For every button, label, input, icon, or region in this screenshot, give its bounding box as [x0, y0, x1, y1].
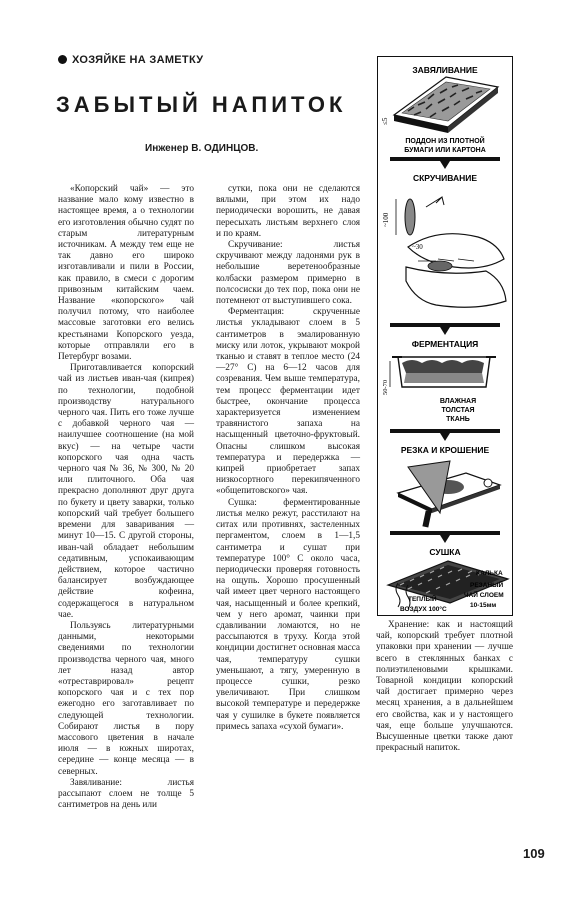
stage-title-fermentation: ФЕРМЕНТАЦИЯ	[411, 339, 479, 349]
stage-title-cutting: РЕЗКА И КРОШЕНИЕ	[400, 445, 490, 455]
cut-tea-caption-line1: РЕЗАНЫЙ	[470, 582, 504, 589]
arrow-down-icon	[390, 531, 500, 543]
cloth-caption-line1: ВЛАЖНАЯ	[439, 398, 477, 405]
rubric-text: ХОЗЯЙКЕ НА ЗАМЕТКУ	[72, 54, 204, 66]
layer-size-caption: 10-15мм	[470, 602, 497, 609]
article-title: ЗАБЫТЫЙ НАПИТОК	[56, 92, 347, 117]
text-column-2	[216, 184, 360, 733]
paper-tray-image	[394, 77, 498, 133]
paragraph: Приготавливается копорский чай из листьев иван-чая (кипрея) по технологии, подобной производству натурального черного чая. Пить его тоже лучше с добавкой черного чая — наилучшее соотношение (на мой вкус) — на четыре части копорского чая одна часть черного чая № 36, № 300, № 20 или плиточного. Оба чая прекрасно дополняют друг друга по букету и цвету заварки, только копорский чай требует большего времени для заваривания — минут 10—15. С другой стороны, иван-чай обладает небольшим седативным, успокаивающим действием, которое частично балансирует возбуждающее действие кофеина, содержащегося в натуральном чае.	[58, 363, 194, 620]
roll-length-label: ~100	[382, 212, 390, 227]
cut-tea-caption-line2: ЧАЙ СЛОЕМ	[464, 592, 504, 599]
process-diagram	[378, 57, 512, 615]
text-column-1	[58, 184, 194, 811]
process-illustration	[377, 56, 513, 616]
roll-width-label: ~30	[412, 243, 423, 251]
cloth-caption-line3: ТКАНЬ	[446, 416, 470, 423]
arrow-down-icon	[390, 157, 500, 169]
stage-title-rolling: СКРУЧИВАНИЕ	[412, 173, 478, 183]
paragraph: сутки, пока они не сделаются вялыми, при этом их надо периодически ворошить, не давая пересыхать листьям верхнего слоя и по краям.	[216, 184, 360, 239]
tray-caption-line2: БУМАГИ ИЛИ КАРТОНА	[404, 147, 486, 154]
warm-air-caption-line1: ТЕПЛЫЙ	[408, 596, 437, 603]
text-column-3	[376, 620, 513, 754]
layer-thickness-label: ≤5	[381, 117, 389, 125]
fermentation-bowl-image	[390, 357, 496, 387]
parchment-caption: КАЛЬКА	[476, 570, 503, 577]
rolling-hands-image	[396, 197, 506, 307]
arrow-down-icon	[390, 323, 500, 335]
paragraph: Хранение: как и настоящий чай, копорский требует плотной упаковки при хранении — лучше всего в стеклянных банках с полиэтиленовыми крышками. Товарной кондиции копорский чай достигает примерно через месяц хранения, а в дальнейшем его свойства, как и у настоящего чая, еще больше улучшаются. Высушенные цветки также дают прекрасный напиток.	[376, 620, 513, 754]
bowl-depth-label: 50-70	[382, 379, 389, 395]
paragraph: Пользуясь литературными данными, некоторыми сведениями по технологии производства черного чая, много лет назад автор «отреставрировал» рецепт копорского чая и с тех пор ежегодно его заготавливает по следующей технологии. Собирают листья в пору массового цветения в начале июля — в южных широтах, середине — конце месяца — в северных.	[58, 620, 194, 777]
warm-air-caption-line2: ВОЗДУХ 100°С	[400, 606, 447, 613]
paragraph: Скручивание: листья скручивают между ладонями рук в небольшие веретенообразные колбаски размером примерно в полсосиски до тех пор, пока они не потемнеют от выступившего сока.	[216, 240, 360, 307]
paragraph: Завяливание: листья рассыпают слоем не толще 5 сантиметров на день или	[58, 777, 194, 811]
paragraph: Ферментация: скрученные листья укладывают слоем в 5 сантиметров в эмалированную миску или лоток, укрывают мокрой тканью и ставят в теплое место (24—27° С) на 6—12 часов для созревания. Чем выше температура, тем процесс ферментации идет быстрее, окончание процесса характеризуется изменением травянистого запаха на насыщенный цветочно-фруктовый. Опасны слишком высокая температура и передержка — кипрей приобретает запах низкосортного перекипяченного «общепитовского» чая.	[216, 307, 360, 497]
tray-caption-line1: ПОДДОН ИЗ ПЛОТНОЙ	[405, 138, 485, 145]
bullet-icon	[58, 55, 67, 64]
cutting-board-image	[398, 461, 500, 527]
section-rubric	[58, 54, 203, 66]
page-number: 109	[523, 846, 545, 861]
cloth-caption-line2: ТОЛСТАЯ	[441, 407, 475, 414]
arrow-down-icon	[390, 429, 500, 441]
paragraph: Сушка: ферментированные листья мелко режут, расстилают на ситах или противнях, застеленных пергаментом, слоем в 1—1,5 сантиметра и сушат при температуре 100° С около часа, периодически проверяя готовность на ощупь. Хорошо просушенный чай имеет цвет черного настоящего чая, насыщенный и более крепкий, чем у него аромат, чаинки при сдавливании ломаются, но не рассыпаются в труху. Когда этой кондиции достигнет основная масса чая, температуру сушки уменьшают, а тягу, умеренную в процессе сушки, резко увеличивают. При слишком высокой температуре и передержке чая у сушилке в букете появляется примесь запаха «сухой бумаги».	[216, 497, 360, 732]
paragraph: «Копорский чай» — это название мало кому известно в настоящее время, а о технологии его изготовления обычно судят по старым литературным источникам. А между тем еще не так давно его широко изготавливали и пили в России, как правило, в смеси с дорогим привозным китайским чаем. Название «копорского» чай получил потому, что наиболее массовые заготовки его велись крестьянами Копорского уезда, которые отправляли его в Петербург возами.	[58, 184, 194, 363]
article-author: Инженер В. ОДИНЦОВ.	[145, 143, 259, 154]
stage-title-wilting: ЗАВЯЛИВАНИЕ	[412, 65, 478, 75]
stage-title-drying: СУШКА	[429, 547, 461, 557]
